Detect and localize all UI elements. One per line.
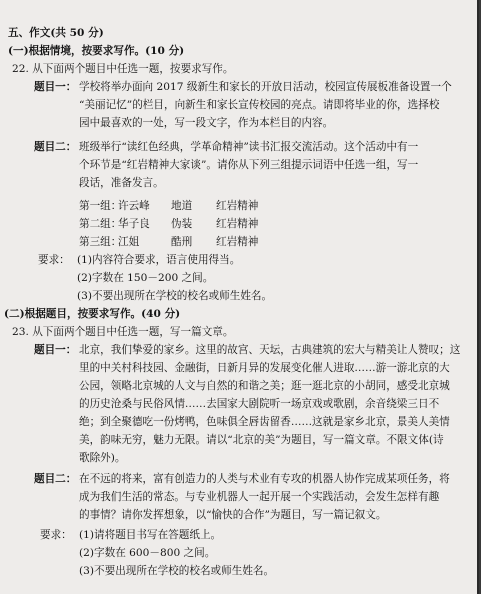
- q23-topic1-line-5: 绝；到全聚德吃一份烤鸭，色味俱全唇齿留香……这就是家乡北京，景美人美情: [79, 416, 450, 428]
- group-3-word-1: 江姐: [118, 236, 140, 248]
- q23-topic1-line-2: 里的中关村科技园、金融街，日新月异的发展变化催人进取……游一游北京的大: [79, 362, 450, 374]
- group-2-label: 第二组：: [79, 218, 122, 230]
- q23-topic2-line-2: 成为我们生活的常态。与专业机器人一起开展一个实践活动，会发生怎样有趣: [79, 491, 440, 503]
- q23-topic1-line-4: 的历史沧桑与民俗风情……去国家大剧院听一场京戏或歌剧，余音绕梁三日不: [79, 398, 440, 410]
- q22-requirement-2: (2)字数在 150－200 之间。: [77, 272, 214, 284]
- q22-topic1-line-2: “美丽记忆”的栏目，向新生和家长宣传校园的亮点。请即将毕业的你，选择校: [79, 99, 440, 111]
- group-1-word-3: 红岩精神: [216, 200, 259, 212]
- q23-topic1-label: 题目一：: [34, 344, 77, 356]
- q22-topic2-label: 题目二：: [34, 141, 77, 153]
- part1-heading: (一)根据情境，按要求写作。(10 分): [8, 45, 185, 57]
- group-3-word-2: 酷刑: [171, 236, 193, 248]
- group-2-word-2: 伪装: [171, 218, 193, 230]
- group-3-word-3: 红岩精神: [216, 236, 259, 248]
- q22-topic1-label: 题目一：: [34, 81, 77, 93]
- q23-topic2-line-1: 在不远的将来，富有创造力的人类与术业有专攻的机器人协作完成某项任务，将: [79, 473, 450, 485]
- q22-requirement-3: (3)不要出现所在学校的校名或师生姓名。: [77, 290, 273, 302]
- q23-topic1-line-7: 歌除外)。: [79, 452, 126, 464]
- group-1-word-1: 许云峰: [118, 200, 150, 212]
- q23-requirement-1: (1)请将题目书写在答题纸上。: [79, 529, 222, 541]
- question-23: 23. 从下面两个题目中任选一题，写一篇文章。: [12, 326, 234, 338]
- q23-topic1-line-3: 公园，领略北京城的人文与自然的和谐之美；逛一逛北京的小胡同，感受北京城: [79, 380, 450, 392]
- group-3-label: 第三组：: [79, 236, 122, 248]
- q23-topic1-line-6: 美，韵味无穷，魅力无限。请以“北京的美”为题目，写一篇文章。不限文体(诗: [79, 434, 444, 446]
- q22-topic2-line-1: 班级举行“读红色经典，学革命精神”读书汇报交流活动。这个活动中有一: [79, 141, 419, 153]
- q22-requirements-label: 要求：: [38, 254, 70, 266]
- group-2-word-1: 华子良: [118, 218, 150, 230]
- q23-requirement-3: (3)不要出现所在学校的校名或师生姓名。: [79, 565, 275, 577]
- q22-topic2-line-3: 段话，准备发言。: [79, 177, 164, 189]
- group-1-label: 第一组：: [79, 200, 122, 212]
- q23-topic2-label: 题目二：: [34, 473, 77, 485]
- q23-requirement-2: (2)字数在 600－800 之间。: [79, 547, 216, 559]
- section-title: 五、作文(共 50 分): [8, 27, 104, 39]
- part2-heading: (二)根据题目，按要求写作。(40 分): [4, 308, 181, 320]
- q23-topic1-line-1: 北京，我们挚爱的家乡。这里的故宫、天坛，古典建筑的宏大与精美让人赞叹；这: [79, 344, 461, 356]
- q23-topic2-line-3: 的事情？请你发挥想象，以“愉快的合作”为题目，写一篇记叙文。: [79, 509, 387, 521]
- q22-requirement-1: (1)内容符合要求，语言使用得当。: [77, 254, 241, 266]
- q22-topic2-line-2: 个环节是“红岩精神大家谈”。请你从下列三组提示词语中任选一组，写一: [79, 159, 419, 171]
- q22-topic1-line-3: 园中最喜欢的一处，写一段文字，作为本栏目的内容。: [79, 117, 334, 129]
- q22-topic1-line-1: 学校将举办面向 2017 级新生和家长的开放日活动，校园宣传展板准备设置一个: [79, 81, 452, 93]
- group-1-word-2: 地道: [171, 200, 193, 212]
- group-2-word-3: 红岩精神: [216, 218, 259, 230]
- question-22: 22. 从下面两个题目中任选一题，按要求写作。: [12, 63, 234, 75]
- q23-requirements-label: 要求：: [40, 529, 72, 541]
